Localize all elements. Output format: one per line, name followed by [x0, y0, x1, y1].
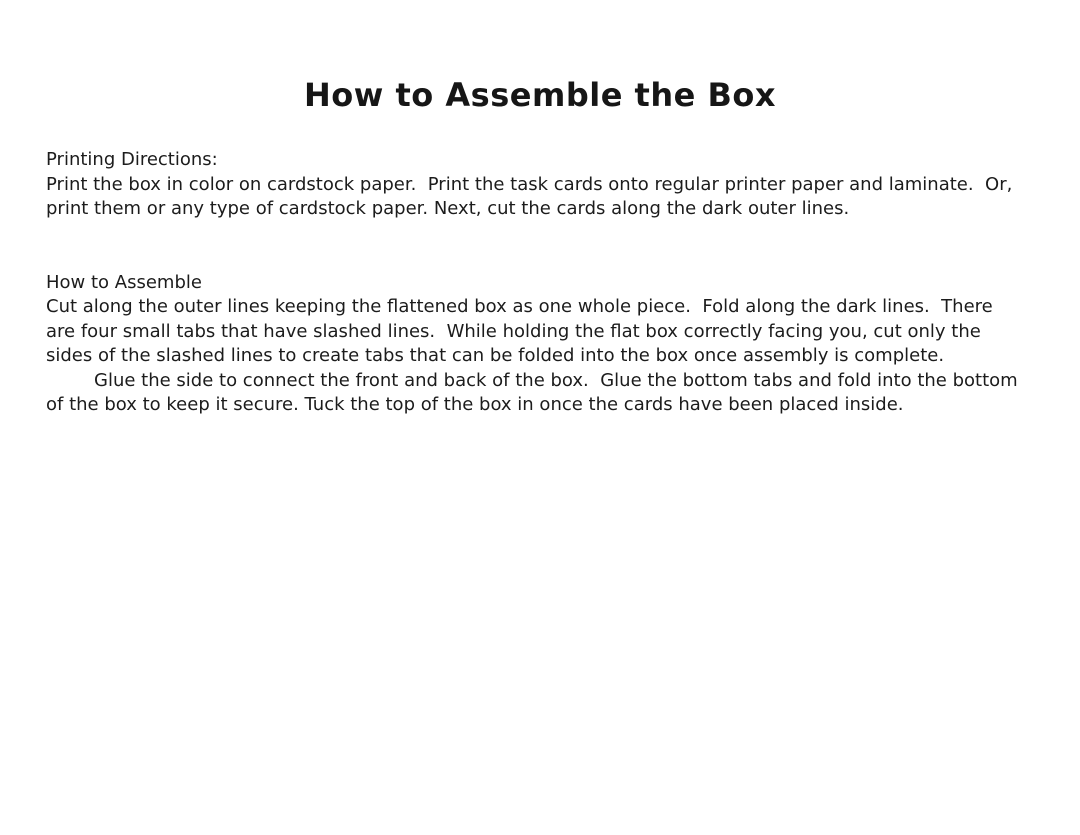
section-how-to-assemble [46, 271, 1024, 418]
how-to-assemble-paragraph-2: Glue the side to connect the front and back of the box. Glue the bottom tabs and fold into the bottom of the box to keep it secure. Tuck the top of the box in once the cards have been placed inside. [46, 369, 1024, 415]
printing-directions-heading: Printing Directions: [46, 149, 218, 170]
printing-directions-paragraph: Print the box in color on cardstock paper. Print the task cards onto regular printer paper and laminate. Or, print them or any type of cardstock paper. Next, cut the cards along the dark outer lines. [46, 173, 1019, 219]
page-title: How to Assemble the Box [304, 76, 776, 114]
how-to-assemble-heading: How to Assemble [46, 271, 202, 293]
section-printing-directions [46, 148, 1024, 222]
how-to-assemble-paragraph-1: Cut along the outer lines keeping the flattened box as one whole piece. Fold along the dark lines. There are four small tabs that have slashed lines. While holding the flat box correctly facing you, cut only the sides of the slashed lines to create tabs that can be folded into the box once assembly is complete. [46, 296, 999, 366]
document-body [46, 148, 1024, 418]
